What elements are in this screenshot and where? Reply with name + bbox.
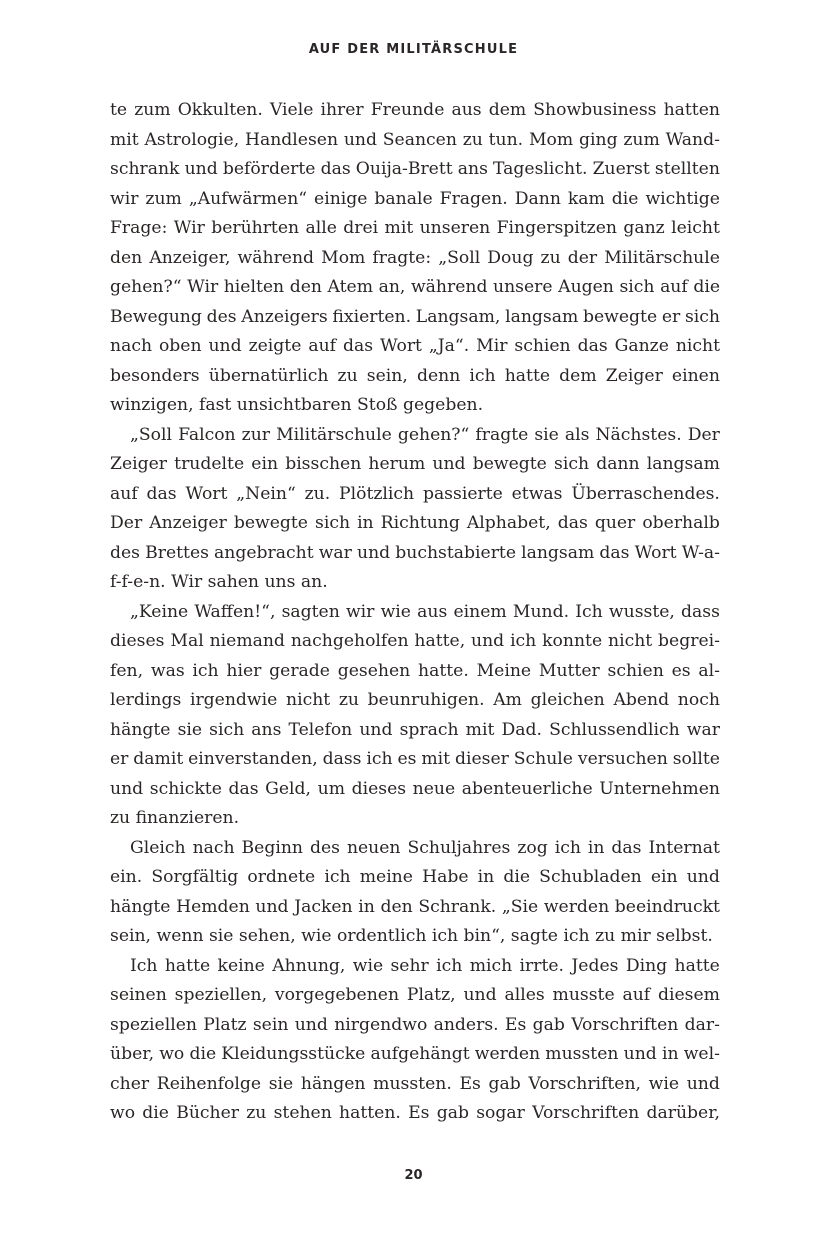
text-line: über, wo die Kleidungsstücke aufgehängt werden mussten und in wel- [110,1044,720,1064]
text-line: Der Anzeiger bewegte sich in Richtung Alphabet, das quer oberhalb [110,513,720,533]
text-line: fen, was ich hier gerade gesehen hatte. Meine Mutter schien es al- [110,660,720,681]
text-line: zu finanzieren. [110,808,240,828]
text-line: seinen speziellen, vorgegebenen Platz, und alles musste auf diesem [110,985,720,1005]
text-line: ein. Sorgfältig ordnete ich meine Habe in die Schubladen ein und [110,867,720,887]
text-line: hängte Hemden und Jacken in den Schrank. „Sie werden beeindruckt [110,896,720,917]
text-line: speziellen Platz sein und nirgendwo anders. Es gab Vorschriften dar- [110,1014,720,1035]
text-line: lerdings irgendwie nicht zu beunruhigen. Am gleichen Abend noch [110,690,720,710]
text-line: Frage: Wir berührten alle drei mit unseren Fingerspitzen ganz leicht [110,218,720,238]
text-line: „Keine Waffen!“, sagten wir wie aus einem Mund. Ich wusste, dass [130,601,720,622]
text-line: „Soll Falcon zur Militärschule gehen?“ fragte sie als Nächstes. Der [130,424,720,445]
text-line: mit Astrologie, Handlesen und Seancen zu tun. Mom ging zum Wand- [110,129,720,150]
text-line: winzigen, fast unsichtbaren Stoß gegeben. [110,395,484,415]
running-header: AUF DER MILITÄRSCHULE [308,42,519,57]
text-line: schrank und beförderte das Ouija-Brett ans Tageslicht. Zuerst stellten [110,159,720,179]
text-line: nach oben und zeigte auf das Wort „Ja“. Mir schien das Ganze nicht [110,336,720,356]
text-line: Bewegung des Anzeigers fixierten. Langsam, langsam bewegte er sich [110,306,720,327]
text-line: er damit einverstanden, dass ich es mit dieser Schule versuchen sollte [110,749,720,769]
text-line: auf das Wort „Nein“ zu. Plötzlich passierte etwas Überraschendes. [110,483,720,504]
text-line: Ich hatte keine Ahnung, wie sehr ich mich irrte. Jedes Ding hatte [130,955,720,976]
text-line: Gleich nach Beginn des neuen Schuljahres zog ich in das Internat [130,837,720,858]
text-line: wo die Bücher zu stehen hatten. Es gab sogar Vorschriften darüber, [110,1103,720,1123]
text-line: besonders übernatürlich zu sein, denn ich hatte dem Zeiger einen [110,365,720,386]
text-line: sein, wenn sie sehen, wie ordentlich ich bin“, sagte ich zu mir selbst. [110,926,713,946]
body-text [110,96,720,1129]
text-line: Zeiger trudelte ein bisschen herum und bewegte sich dann langsam [110,454,720,474]
text-line: und schickte das Geld, um dieses neue abenteuerliche Unternehmen [110,778,720,799]
text-line: gehen?“ Wir hielten den Atem an, während unsere Augen sich auf die [110,277,720,297]
text-line: hängte sie sich ans Telefon und sprach mit Dad. Schlussendlich war [110,719,720,740]
text-line: f-f-e-n. Wir sahen uns an. [110,572,328,592]
text-line: te zum Okkulten. Viele ihrer Freunde aus dem Showbusiness hatten [110,100,720,120]
page-number: 20 [404,1168,423,1183]
text-line: wir zum „Aufwärmen“ einige banale Fragen. Dann kam die wichtige [110,188,720,209]
text-line: den Anzeiger, während Mom fragte: „Soll Doug zu der Militärschule [110,247,720,268]
text-line: cher Reihenfolge sie hängen mussten. Es gab Vorschriften, wie und [110,1073,720,1094]
text-line: dieses Mal niemand nachgeholfen hatte, und ich konnte nicht begrei- [110,631,720,651]
text-line: des Brettes angebracht war und buchstabierte langsam das Wort W-a- [110,542,720,563]
